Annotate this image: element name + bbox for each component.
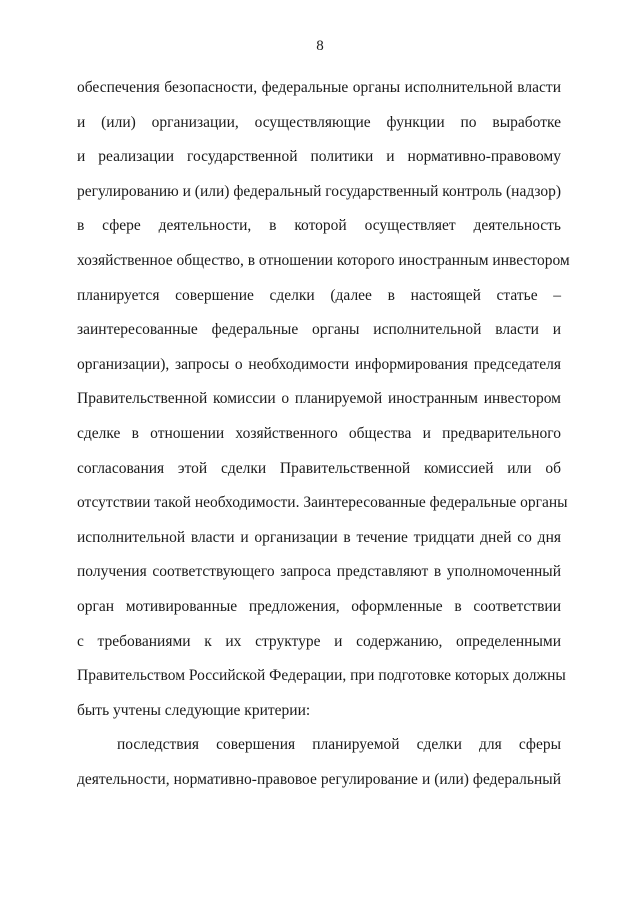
page-number: 8 [316, 38, 324, 54]
text-line: в сфере деятельности, в которой осуществляет деятельность [77, 217, 561, 235]
text-line: регулированию и (или) федеральный государственный контроль (надзор) [77, 182, 562, 200]
text-line: и реализации государственной политики и нормативно-правовому [77, 148, 561, 166]
text-line: исполнительной власти и организации в течение тридцати дней со дня [77, 528, 561, 546]
text-line: хозяйственное общество, в отношении которого иностранным инвестором [77, 251, 570, 269]
text-line: и (или) организации, осуществляющие функции по выработке [77, 113, 561, 131]
text-line: последствия совершения планируемой сделки для сферы [117, 736, 561, 754]
text-line: орган мотивированные предложения, оформленные в соответствии [77, 597, 561, 615]
text-line: заинтересованные федеральные органы исполнительной власти и [77, 321, 561, 339]
text-line: планируется совершение сделки (далее в настоящей статье – [77, 286, 561, 304]
body-text [77, 78, 570, 804]
text-line: Правительством Российской Федерации, при подготовке которых должны [77, 667, 566, 685]
text-line: согласования этой сделки Правительственной комиссией или об [77, 459, 561, 477]
text-line: с требованиями к их структуре и содержанию, определенными [77, 632, 561, 650]
text-line: организации), запросы о необходимости информирования председателя [77, 355, 561, 373]
text-line: сделке в отношении хозяйственного общества и предварительного [77, 424, 561, 442]
text-line: Правительственной комиссии о планируемой иностранным инвестором [77, 390, 561, 408]
text-line: деятельности, нормативно-правовое регулирование и (или) федеральный [77, 770, 561, 788]
text-line: получения соответствующего запроса представляют в уполномоченный [77, 563, 561, 581]
text-line: отсутствии такой необходимости. Заинтересованные федеральные органы [77, 494, 568, 512]
text-line: быть учтены следующие критерии: [77, 701, 311, 719]
text-line: обеспечения безопасности, федеральные органы исполнительной власти [77, 79, 561, 96]
